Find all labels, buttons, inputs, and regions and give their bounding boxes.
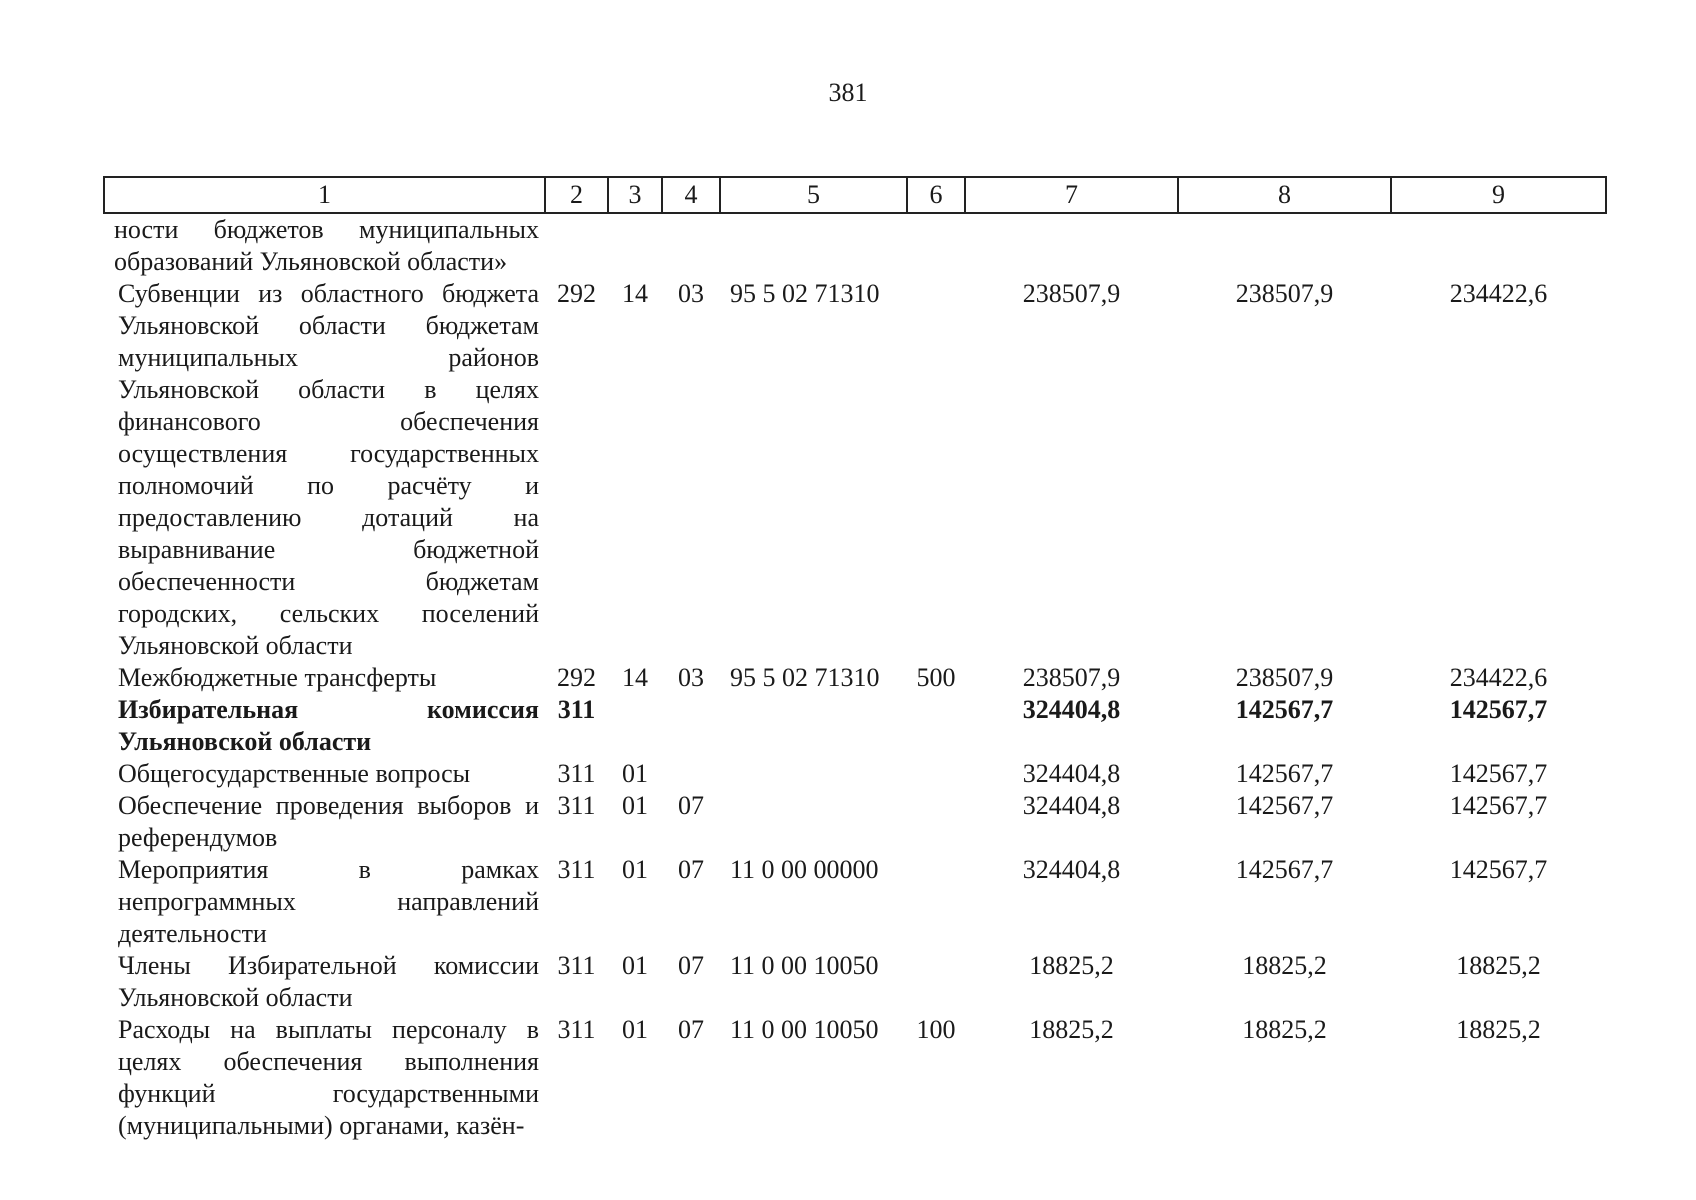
amount-col-7: 324404,8 [1022,791,1121,820]
expense-type-code [907,790,965,854]
item-name: Избирательная комиссия Ульяновской области [118,695,539,756]
amount-col-9: 142567,7 [1449,759,1548,788]
ministry-code: 292 [557,279,596,308]
expense-type-code [907,278,965,662]
amount-col-8 [1178,213,1391,278]
subsection-code [662,694,720,758]
table-row [104,278,1606,662]
amount-col-7: 238507,9 [1022,663,1121,692]
target-article-code [720,790,907,854]
item-name: ности бюджетов муниципальных образований Ульяновской области» [114,215,539,276]
item-name: Общегосударственные вопросы [118,759,471,788]
section-code: 01 [622,855,648,884]
table-row [104,950,1606,1014]
table-row [104,213,1606,278]
expense-type-code [907,950,965,1014]
target-article-code: 95 5 02 71310 [730,663,880,692]
table-row [104,790,1606,854]
section-code: 14 [622,279,648,308]
item-name: Члены Избирательной комиссии Ульяновской области [118,951,539,1012]
ministry-code: 311 [557,695,596,724]
target-article-code [720,694,907,758]
expense-type-code [907,694,965,758]
subsection-code [662,213,720,278]
item-name: Обеспечение проведения выборов и референдумов [118,791,539,852]
column-header-1: 1 [104,177,545,213]
item-name: Мероприятия в рамках непрограммных направлений деятельности [118,855,539,948]
amount-col-9: 18825,2 [1456,951,1541,980]
ministry-code [545,213,608,278]
table-header [104,177,1606,213]
ministry-code: 311 [557,951,596,980]
item-name: Расходы на выплаты персоналу в целях обеспечения выполнения функций государственными (муниципальными) органами, казён- [118,1015,539,1140]
amount-col-7: 324404,8 [1022,695,1121,724]
amount-col-8: 18825,2 [1242,951,1327,980]
amount-col-8: 18825,2 [1242,1015,1327,1044]
section-code: 01 [622,791,648,820]
amount-col-7: 324404,8 [1022,855,1121,884]
column-header-8: 8 [1178,177,1391,213]
subsection-code: 07 [678,791,704,820]
amount-col-9 [1391,213,1606,278]
budget-table [103,176,1607,1142]
subsection-code: 03 [678,279,704,308]
amount-col-7: 238507,9 [1022,279,1121,308]
column-header-4: 4 [662,177,720,213]
section-code [608,694,662,758]
section-code: 01 [622,951,648,980]
table-body [104,213,1606,1142]
target-article-code: 11 0 00 10050 [730,1015,879,1044]
item-name: Межбюджетные трансферты [118,663,437,692]
target-article-code: 11 0 00 00000 [730,855,879,884]
amount-col-9: 18825,2 [1456,1015,1541,1044]
page-number: 381 [828,78,868,107]
column-header-7: 7 [965,177,1178,213]
section-code: 01 [622,1015,648,1044]
target-article-code [720,213,907,278]
column-header-9: 9 [1391,177,1606,213]
column-header-6: 6 [907,177,965,213]
amount-col-7: 324404,8 [1022,759,1121,788]
amount-col-8: 142567,7 [1235,791,1334,820]
amount-col-8: 142567,7 [1235,695,1334,724]
amount-col-7 [965,213,1178,278]
target-article-code [720,758,907,790]
expense-type-code [907,758,965,790]
item-name: Субвенции из областного бюджета Ульяновской области бюджетам муниципальных районов Ульяновской области в целях финансового обеспечения осуществления государственных полномочий по расчёту и предоставлению дотаций на выравнивание бюджетной обеспеченности бюджетам городских, сельских поселений Ульяновской области [118,279,539,660]
amount-col-8: 142567,7 [1235,759,1334,788]
amount-col-9: 142567,7 [1449,791,1548,820]
section-code: 14 [622,663,648,692]
table-row [104,662,1606,694]
table-row [104,854,1606,950]
amount-col-8: 142567,7 [1235,855,1334,884]
expense-type-code [907,854,965,950]
expense-type-code: 500 [916,663,956,692]
table-row [104,694,1606,758]
table-row [104,1014,1606,1142]
expense-type-code [907,213,965,278]
target-article-code: 95 5 02 71310 [730,279,880,308]
subsection-code: 07 [678,951,704,980]
amount-col-7: 18825,2 [1029,951,1114,980]
section-code: 01 [622,759,648,788]
ministry-code: 311 [557,1015,596,1044]
ministry-code: 292 [557,663,596,692]
amount-col-9: 142567,7 [1449,695,1548,724]
section-code [608,213,662,278]
amount-col-8: 238507,9 [1235,663,1334,692]
subsection-code: 07 [678,1015,704,1044]
ministry-code: 311 [557,759,596,788]
amount-col-8: 238507,9 [1235,279,1334,308]
amount-col-9: 234422,6 [1449,663,1548,692]
column-header-3: 3 [608,177,662,213]
ministry-code: 311 [557,791,596,820]
amount-col-7: 18825,2 [1029,1015,1114,1044]
subsection-code [662,758,720,790]
header-row [104,177,1606,213]
target-article-code: 11 0 00 10050 [730,951,879,980]
ministry-code: 311 [557,855,596,884]
amount-col-9: 142567,7 [1449,855,1548,884]
column-header-2: 2 [545,177,608,213]
subsection-code: 03 [678,663,704,692]
column-header-5: 5 [720,177,907,213]
expense-type-code: 100 [916,1015,956,1044]
subsection-code: 07 [678,855,704,884]
amount-col-9: 234422,6 [1449,279,1548,308]
table-row [104,758,1606,790]
